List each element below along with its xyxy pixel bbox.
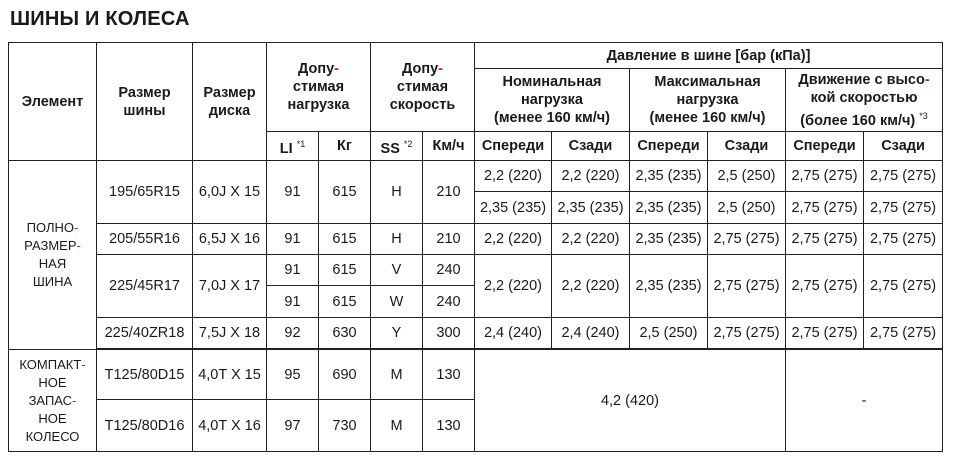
pressure-cell: 2,35 (235) <box>552 192 630 224</box>
header-li: LI $^{*1}$ <box>267 132 319 161</box>
rim-size-cell: 7,0J X 17 <box>193 255 267 318</box>
pressure-cell: 2,2 (220) <box>475 255 552 318</box>
kg-cell: 615 <box>319 286 371 318</box>
li-cell: 95 <box>267 350 319 400</box>
ss-cell: W <box>371 286 423 318</box>
ss-cell: H <box>371 161 423 224</box>
pressure-cell: 2,2 (220) <box>475 161 552 192</box>
kg-cell: 615 <box>319 161 371 224</box>
li-cell: 97 <box>267 400 319 452</box>
header-nominal-rear: Сзади <box>552 132 630 161</box>
header-max-front: Спереди <box>630 132 708 161</box>
kmh-cell: 210 <box>423 224 475 255</box>
li-cell: 92 <box>267 318 319 349</box>
header-rim-size: Размер диска <box>193 43 267 161</box>
kg-cell: 615 <box>319 224 371 255</box>
header-ss: SS $^{*2}$ <box>371 132 423 161</box>
header-load: Допу- стимая нагрузка <box>267 43 371 132</box>
pressure-cell: 2,75 (275) <box>864 161 943 192</box>
rim-size-cell: 6,5J X 16 <box>193 224 267 255</box>
pressure-cell: 2,2 (220) <box>552 224 630 255</box>
header-tire-size: Размер шины <box>97 43 193 161</box>
tire-size-cell: 195/65R15 <box>97 161 193 224</box>
tire-pressure-table <box>8 42 943 452</box>
pressure-cell: 2,75 (275) <box>708 224 786 255</box>
group-compact-spare: КОМПАКТ- НОЕ ЗАПАС- НОЕ КОЛЕСО <box>9 350 97 452</box>
kmh-cell: 130 <box>423 400 475 452</box>
pressure-cell: 2,75 (275) <box>708 318 786 349</box>
table-row <box>9 350 943 400</box>
ss-cell: H <box>371 224 423 255</box>
spare-pressure-cell: 4,2 (420) <box>475 350 786 452</box>
li-cell: 91 <box>267 161 319 224</box>
kmh-cell: 240 <box>423 286 475 318</box>
group-full-size-tire: ПОЛНО- РАЗМЕР- НАЯ ШИНА <box>9 161 97 350</box>
pressure-cell: 2,35 (235) <box>630 255 708 318</box>
ss-cell: M <box>371 400 423 452</box>
pressure-cell: 2,75 (275) <box>786 192 864 224</box>
pressure-cell: 2,35 (235) <box>630 224 708 255</box>
pressure-cell: 2,35 (235) <box>630 192 708 224</box>
li-cell: 91 <box>267 224 319 255</box>
tire-size-cell: 225/45R17 <box>97 255 193 318</box>
pressure-cell: 2,75 (275) <box>786 224 864 255</box>
table-row <box>9 161 943 192</box>
kmh-cell: 130 <box>423 350 475 400</box>
pressure-cell: 2,2 (220) <box>552 161 630 192</box>
header-max-load: Максимальная нагрузка (менее 160 км/ч) <box>630 69 786 132</box>
pressure-cell: 2,35 (235) <box>475 192 552 224</box>
rim-size-cell: 6,0J X 15 <box>193 161 267 224</box>
pressure-cell: 2,4 (240) <box>475 318 552 349</box>
spare-highspeed-cell: - <box>786 350 943 452</box>
ss-cell: Y <box>371 318 423 349</box>
header-element: Элемент <box>9 43 97 161</box>
li-cell: 91 <box>267 255 319 286</box>
header-kmh: Км/ч <box>423 132 475 161</box>
kg-cell: 615 <box>319 255 371 286</box>
pressure-cell: 2,5 (250) <box>630 318 708 349</box>
header-max-rear: Сзади <box>708 132 786 161</box>
table-row <box>9 255 943 286</box>
tire-size-cell: 225/40ZR18 <box>97 318 193 349</box>
pressure-cell: 2,75 (275) <box>864 255 943 318</box>
pressure-cell: 2,75 (275) <box>864 192 943 224</box>
pressure-cell: 2,75 (275) <box>786 255 864 318</box>
pressure-cell: 2,75 (275) <box>786 318 864 349</box>
header-kg: Кг <box>319 132 371 161</box>
pressure-cell: 2,75 (275) <box>708 255 786 318</box>
kmh-cell: 300 <box>423 318 475 349</box>
header-highspeed-rear: Сзади <box>864 132 943 161</box>
rim-size-cell: 7,5J X 18 <box>193 318 267 349</box>
pressure-cell: 2,5 (250) <box>708 192 786 224</box>
header-pressure-title: Давление в шине [бар (кПа)] <box>475 43 943 69</box>
ss-cell: V <box>371 255 423 286</box>
pressure-cell: 2,2 (220) <box>552 255 630 318</box>
ss-cell: M <box>371 350 423 400</box>
header-highspeed-front: Спереди <box>786 132 864 161</box>
pressure-cell: 2,75 (275) <box>864 318 943 349</box>
pressure-cell: 2,75 (275) <box>864 224 943 255</box>
pressure-cell: 2,4 (240) <box>552 318 630 349</box>
kg-cell: 730 <box>319 400 371 452</box>
pressure-cell: 2,5 (250) <box>708 161 786 192</box>
table-row <box>9 318 943 349</box>
kg-cell: 630 <box>319 318 371 349</box>
page-title: ШИНЫ И КОЛЕСА <box>10 8 190 30</box>
header-speed: Допу- стимая скорость <box>371 43 475 132</box>
pressure-cell: 2,2 (220) <box>475 224 552 255</box>
header-nominal-front: Спереди <box>475 132 552 161</box>
header-high-speed: Движение с высо- кой скоростью (более 160 км/ч) $^{*3}$ <box>786 69 943 132</box>
table-row <box>9 224 943 255</box>
kg-cell: 690 <box>319 350 371 400</box>
rim-size-cell: 4,0T X 15 <box>193 350 267 400</box>
pressure-cell: 2,35 (235) <box>630 161 708 192</box>
rim-size-cell: 4,0T X 16 <box>193 400 267 452</box>
kmh-cell: 240 <box>423 255 475 286</box>
kmh-cell: 210 <box>423 161 475 224</box>
pressure-cell: 2,75 (275) <box>786 161 864 192</box>
tire-size-cell: 205/55R16 <box>97 224 193 255</box>
tire-size-cell: T125/80D15 <box>97 350 193 400</box>
li-cell: 91 <box>267 286 319 318</box>
header-nominal-load: Номинальная нагрузка (менее 160 км/ч) <box>475 69 630 132</box>
tire-size-cell: T125/80D16 <box>97 400 193 452</box>
